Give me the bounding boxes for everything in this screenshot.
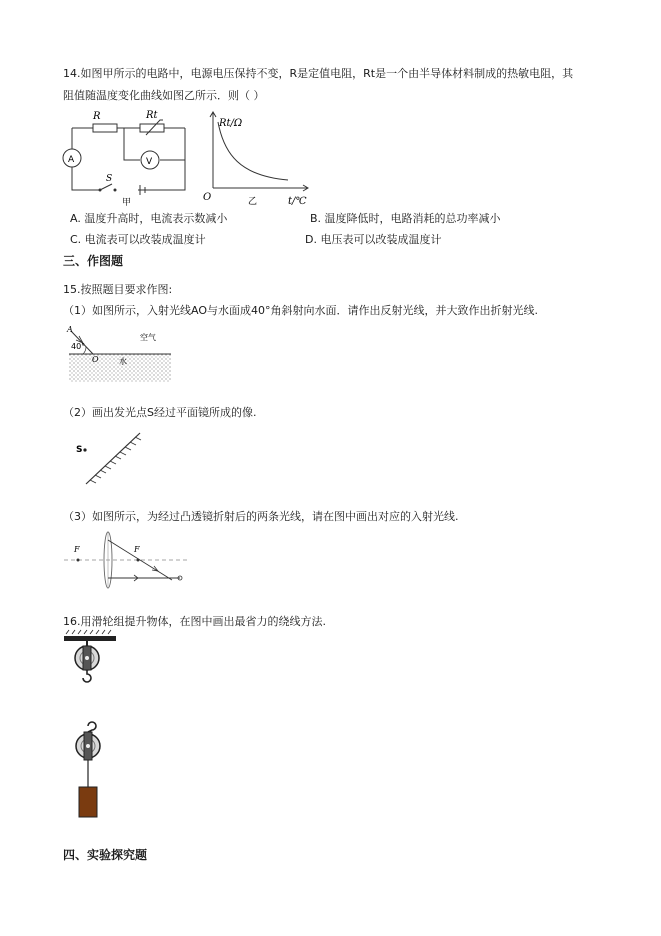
q14-option-c: C. 电流表可以改装成温度计 bbox=[70, 233, 206, 246]
caption-jia: 甲 bbox=[122, 198, 132, 208]
label-f-right: F bbox=[134, 545, 140, 554]
circuit-diagram bbox=[60, 108, 190, 208]
q15-part1-text: （1）如图所示，入射光线AO与水面成40°角斜射向水面．请作出反射光线，并大致作出折射光线. bbox=[63, 304, 538, 317]
movable-pulley-hook bbox=[88, 722, 96, 732]
q14-option-b: B. 温度降低时，电路消耗的总功率减小 bbox=[310, 212, 501, 225]
refraction-figure bbox=[65, 322, 175, 384]
q15-part2-text: （2）画出发光点S经过平面镜所成的像. bbox=[63, 406, 257, 419]
convex-lens-figure bbox=[62, 528, 192, 590]
resistance-curve bbox=[218, 122, 288, 180]
q14-option-d: D. 电压表可以改装成温度计 bbox=[305, 233, 442, 246]
movable-pulley-figure bbox=[66, 722, 116, 822]
label-ammeter: A bbox=[68, 155, 75, 165]
resistor-r-symbol bbox=[93, 124, 117, 132]
plane-mirror bbox=[86, 433, 140, 484]
graph-ylabel: Rt/Ω bbox=[219, 118, 243, 129]
label-f-left: F bbox=[74, 545, 80, 554]
q15-part3-text: （3）如图所示，为经过凸透镜折射后的两条光线，请在图中画出对应的入射光线. bbox=[63, 510, 459, 523]
label-40deg: 40° bbox=[71, 342, 86, 351]
section-title-drawing: 三、作图题 bbox=[63, 254, 124, 268]
section-title-experiment: 四、实验探究题 bbox=[63, 848, 148, 862]
resistance-temperature-graph bbox=[200, 108, 315, 206]
q14-line2: 阻值随温度变化曲线如图乙所示．则（ ） bbox=[63, 89, 265, 102]
label-air: 空气 bbox=[140, 333, 156, 342]
label-r: R bbox=[93, 111, 101, 122]
label-voltmeter: V bbox=[146, 157, 153, 167]
label-a: A bbox=[67, 325, 73, 334]
q14-line1: 14.如图甲所示的电路中，电源电压保持不变，R是定值电阻，Rt是一个由半导体材料制成的热敏电阻，其 bbox=[63, 67, 574, 80]
fixed-pulley-figure bbox=[60, 632, 120, 684]
label-water: 水 bbox=[119, 357, 127, 366]
load-block bbox=[79, 787, 97, 817]
label-switch: S bbox=[106, 174, 113, 184]
caption-yi: 乙 bbox=[248, 197, 258, 207]
q16-text: 16.用滑轮组提升物体，在图中画出最省力的绕线方法. bbox=[63, 615, 326, 628]
graph-origin: O bbox=[203, 192, 212, 203]
light-source-point bbox=[83, 448, 86, 451]
q14-option-a: A. 温度升高时，电流表示数减小 bbox=[70, 212, 228, 225]
label-s: S bbox=[76, 445, 83, 455]
pulley-hook bbox=[83, 670, 91, 682]
q15-title: 15.按照题目要求作图: bbox=[63, 283, 173, 296]
plane-mirror-figure bbox=[70, 428, 150, 490]
label-rt: Rt bbox=[146, 110, 158, 121]
ceiling-support bbox=[64, 636, 116, 641]
label-o: O bbox=[92, 355, 99, 364]
graph-xlabel: t/℃ bbox=[288, 196, 307, 207]
